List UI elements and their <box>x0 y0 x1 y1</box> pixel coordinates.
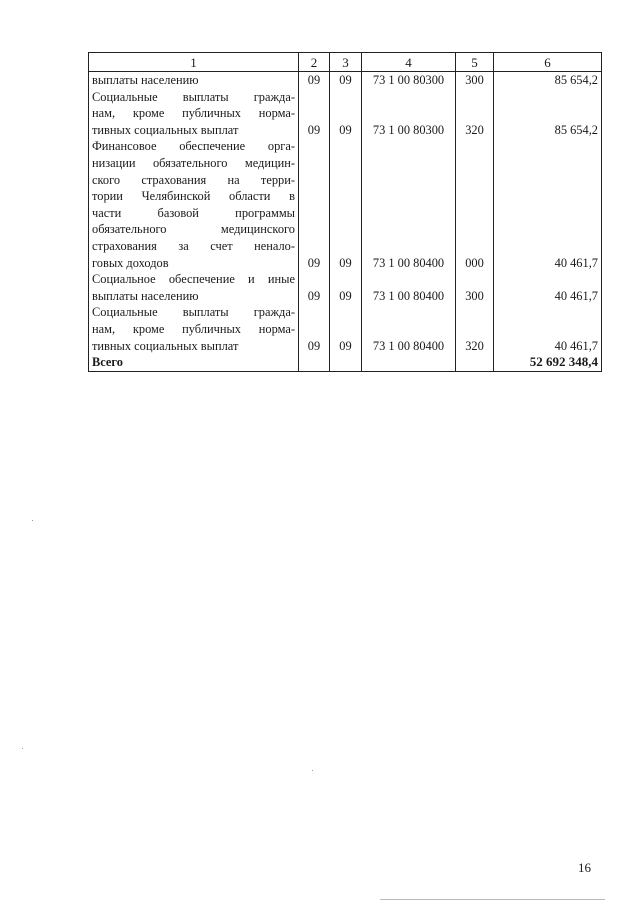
row-expense-type-cell: 320 <box>456 304 494 354</box>
row-section-cell: 09 <box>299 138 330 271</box>
row-name-line: Социальные выплаты гражда- <box>92 89 295 104</box>
table-row <box>89 138 602 271</box>
scan-edge-line <box>380 899 605 900</box>
row-name-cell <box>89 72 299 89</box>
header-col-2: 2 <box>299 53 330 72</box>
scan-speck <box>312 770 313 771</box>
table-row <box>89 72 602 89</box>
row-name-line: ского страхования на терри- <box>92 172 295 187</box>
table-row <box>89 89 602 139</box>
header-col-6: 6 <box>494 53 602 72</box>
total-sum-cell: 52 692 348,4 <box>494 354 602 371</box>
table-row <box>89 304 602 354</box>
row-subsection-cell: 09 <box>330 138 362 271</box>
header-col-1: 1 <box>89 53 299 72</box>
table-header-row <box>89 53 602 72</box>
header-col-3: 3 <box>330 53 362 72</box>
row-expense-type-cell: 000 <box>456 138 494 271</box>
row-name-line: выплаты населению <box>92 73 199 87</box>
row-section-cell: 09 <box>299 271 330 304</box>
row-name-line: нам, кроме публичных норма- <box>92 106 295 121</box>
scan-speck <box>32 520 33 521</box>
header-col-5: 5 <box>456 53 494 72</box>
table-row <box>89 271 602 304</box>
row-target-article-cell: 73 1 00 80300 <box>362 72 456 89</box>
row-expense-type-cell: 300 <box>456 271 494 304</box>
row-subsection-cell: 09 <box>330 304 362 354</box>
row-name-line: нам, кроме публичных норма- <box>92 321 295 336</box>
total-label: Всего <box>89 354 299 371</box>
row-name-line: низации обязательного медицин- <box>92 155 295 170</box>
row-sum-cell: 40 461,7 <box>494 271 602 304</box>
row-name-line: тивных социальных выплат <box>92 338 239 353</box>
row-section-cell: 09 <box>299 89 330 139</box>
row-name-line: Социальные выплаты гражда- <box>92 305 295 320</box>
row-name-line: Социальное обеспечение и иные <box>92 272 295 287</box>
row-sum-cell: 85 654,2 <box>494 72 602 89</box>
row-target-article-cell: 73 1 00 80400 <box>362 138 456 271</box>
row-expense-type-cell: 300 <box>456 72 494 89</box>
total-empty-cell <box>299 354 330 371</box>
header-col-4: 4 <box>362 53 456 72</box>
row-expense-type-cell: 320 <box>456 89 494 139</box>
row-target-article-cell: 73 1 00 80400 <box>362 304 456 354</box>
budget-table <box>88 52 602 372</box>
table-total-row <box>89 354 602 371</box>
scan-speck <box>22 748 23 749</box>
total-empty-cell <box>362 354 456 371</box>
row-sum-cell: 40 461,7 <box>494 138 602 271</box>
row-name-line: говых доходов <box>92 255 169 270</box>
row-name-line: обязательного медицинского <box>92 222 295 237</box>
row-name-line: тивных социальных выплат <box>92 122 239 137</box>
row-target-article-cell: 73 1 00 80300 <box>362 89 456 139</box>
row-name-cell <box>89 304 299 354</box>
row-subsection-cell: 09 <box>330 89 362 139</box>
row-subsection-cell: 09 <box>330 72 362 89</box>
row-subsection-cell: 09 <box>330 271 362 304</box>
row-name-line: Финансовое обеспечение орга- <box>92 139 295 154</box>
row-name-line: страхования за счет ненало- <box>92 238 295 253</box>
total-empty-cell <box>456 354 494 371</box>
table-body <box>89 72 602 372</box>
row-sum-cell: 40 461,7 <box>494 304 602 354</box>
row-name-line: тории Челябинской области в <box>92 189 295 204</box>
page-number: 16 <box>578 860 591 875</box>
row-section-cell: 09 <box>299 72 330 89</box>
row-name-cell <box>89 271 299 304</box>
row-name-cell <box>89 89 299 139</box>
row-target-article-cell: 73 1 00 80400 <box>362 271 456 304</box>
row-name-line: части базовой программы <box>92 205 295 220</box>
row-section-cell: 09 <box>299 304 330 354</box>
total-empty-cell <box>330 354 362 371</box>
row-name-line: выплаты населению <box>92 288 199 303</box>
row-name-cell <box>89 138 299 271</box>
row-sum-cell: 85 654,2 <box>494 89 602 139</box>
